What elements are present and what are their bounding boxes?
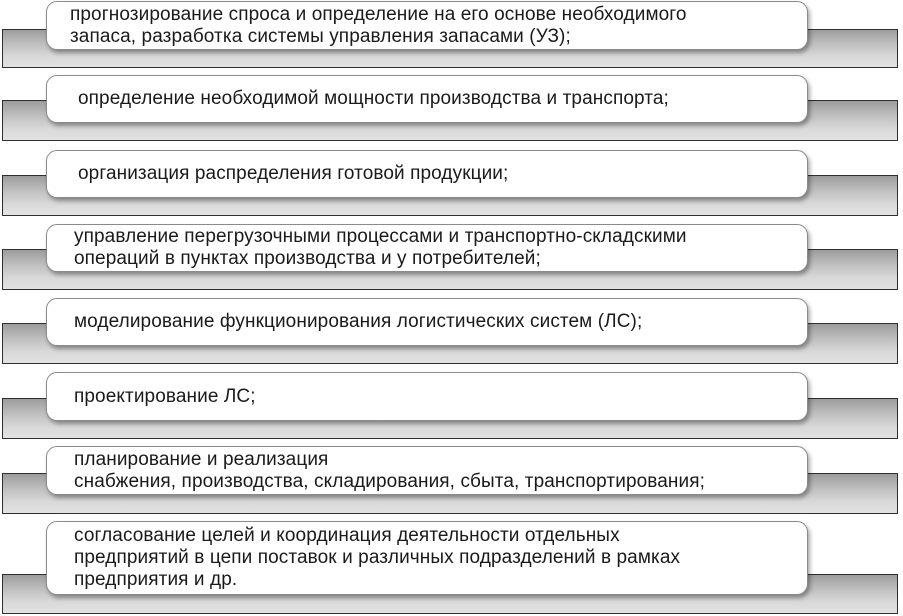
row-text-box [46,521,808,595]
row-text-box [46,298,808,346]
row-text: определение необходимой мощности производства и транспорта; [78,88,669,109]
row-text-box [46,1,808,50]
row-text: организация распределения готовой продукции; [78,163,509,184]
row-text-box [46,446,808,495]
row-text: согласование целей и координация деятельности отдельных предприятий в цепи поставок и различных подразделений в рамках предприятия и др. [74,525,681,590]
row-text-box [46,75,808,123]
row-text: моделирование функционирования логистических систем (ЛС); [74,311,643,332]
row-text-box [46,224,808,272]
row-text: планирование и реализация снабжения, производства, складирования, сбыта, транспортирования; [74,448,705,492]
row-text: управление перегрузочными процессами и транспортно-складскими операций в пунктах производства и у потребителей; [74,226,687,269]
row-text-box [46,372,808,421]
row-text: прогнозирование спроса и определение на его основе необходимого запаса, разработка системы управления запасами (УЗ); [70,3,687,47]
row-text-box [46,150,808,198]
row-text: проектирование ЛС; [74,385,256,407]
